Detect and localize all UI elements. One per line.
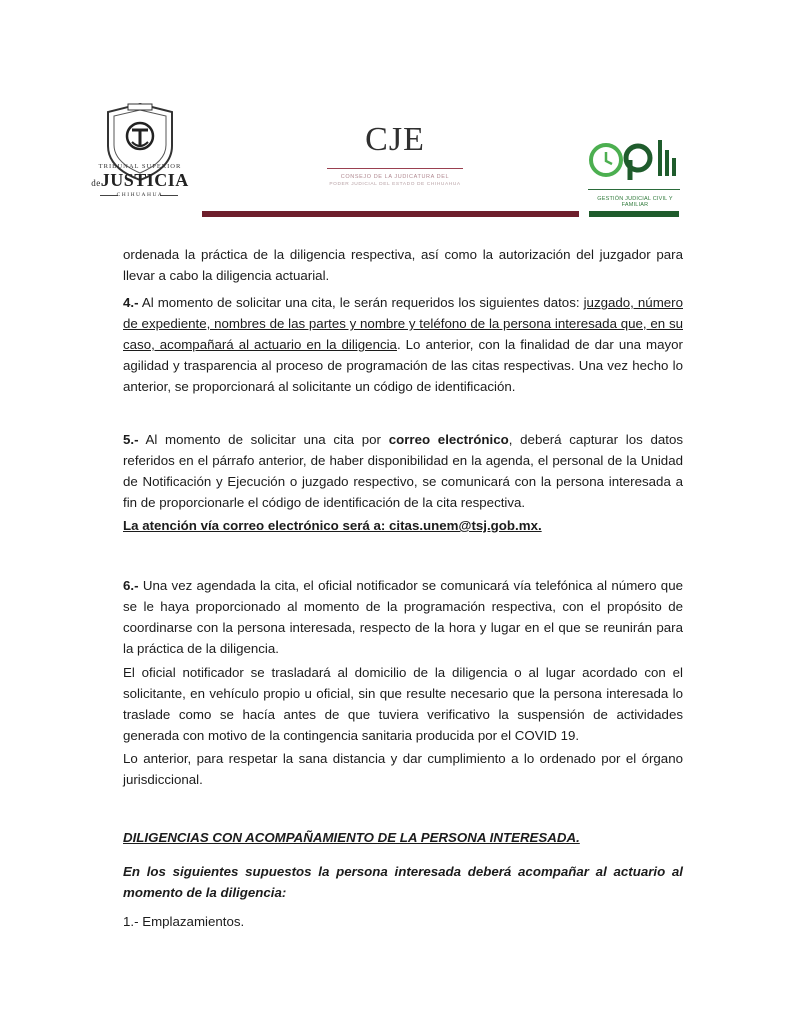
paragraph-intro: ordenada la práctica de la diligencia respectiva, así como la autorización del juzgador para llevar a cabo la diligencia actuarial. xyxy=(123,247,683,283)
email-emphasis: correo electrónico xyxy=(388,432,509,447)
paragraph-4: 4.- Al momento de solicitar una cita, le serán requeridos los siguientes datos: juzgado, número de expediente, nombres de las partes y nombre y teléfono de la persona interesada que, en su caso, acompañará al actuario en la diligencia. Lo anterior, con la finalidad de dar una mayor agilidad y trasparencia al proceso de programación de las citas respectivas. Una vez hecho lo anterior, se proporcionará al solicitante un código de identificación. xyxy=(123,295,683,394)
paragraph-6-number: 6.- xyxy=(123,578,139,593)
paragraph-6: 6.- Una vez agendada la cita, el oficial notificador se comunicará vía telefónica al número que se le haya proporcionado al momento de la programación respectiva, con el propósito de coordinarse con la persona interesada, respecto de la hora y lugar en el que se reunirán para la práctica de la diligencia. xyxy=(123,578,683,656)
email-contact-line: La atención vía correo electrónico será a: citas.unem@tsj.gob.mx. xyxy=(123,518,542,533)
paragraph-7: El oficial notificador se trasladará al domicilio de la diligencia o al lugar acordado con el solicitante, en vehículo propio u oficial, sin que resulte necesario que la persona interesada lo traslade como se hacía antes de que tuviera verificativo la suspensión de actividades generada con motivo de la contingencia sanitaria producida por el COVID 19. xyxy=(123,665,683,743)
opj-rule xyxy=(588,189,680,190)
cje-subtitle-1: CONSEJO DE LA JUDICATURA DEL xyxy=(340,174,450,180)
section-heading: DILIGENCIAS CON ACOMPAÑAMIENTO DE LA PERSONA INTERESADA. xyxy=(123,830,580,845)
tsj-name-main: deJUSTICIA xyxy=(91,170,189,190)
section-subheading: En los siguientes supuestos la persona interesada deberá acompañar al actuario al momento de la diligencia: xyxy=(123,864,683,900)
opj-subtitle: GESTIÓN JUDICIAL CIVIL Y FAMILIAR xyxy=(597,196,673,208)
required-data-list: juzgado, número de expediente, nombres de las partes y nombre y teléfono de la persona interesada que, en su caso, acompañará al actuario en la diligencia xyxy=(123,295,683,352)
list-item-1: 1.- Emplazamientos. xyxy=(123,914,245,929)
tsj-name-state: CHIHUAHUA xyxy=(116,192,164,198)
cje-rule xyxy=(327,168,463,169)
header-bar-green xyxy=(589,211,679,217)
header-bar-maroon xyxy=(202,211,579,217)
paragraph-5: 5.- Al momento de solicitar una cita por correo electrónico, deberá capturar los datos referidos en el párrafo anterior, de haber disponibilidad en la agenda, el personal de la Unidad de Notificación y Ejecución o juzgado respectivo, se comunicará con la persona interesada a fin de proporcionarle el código de identificación de la cita respectiva. xyxy=(123,432,683,510)
cje-logo-text: CJE xyxy=(365,121,425,158)
paragraph-5-number: 5.- xyxy=(123,432,139,447)
opj-logo xyxy=(588,136,684,184)
cje-subtitle-2: PODER JUDICIAL DEL ESTADO DE CHIHUAHUA xyxy=(329,182,461,187)
paragraph-4-number: 4.- xyxy=(123,295,139,310)
tsj-name-top: TRIBUNAL SUPERIOR xyxy=(98,163,182,170)
paragraph-8: Lo anterior, para respetar la sana distancia y dar cumplimiento a lo ordenado por el órgano jurisdiccional. xyxy=(123,751,683,787)
